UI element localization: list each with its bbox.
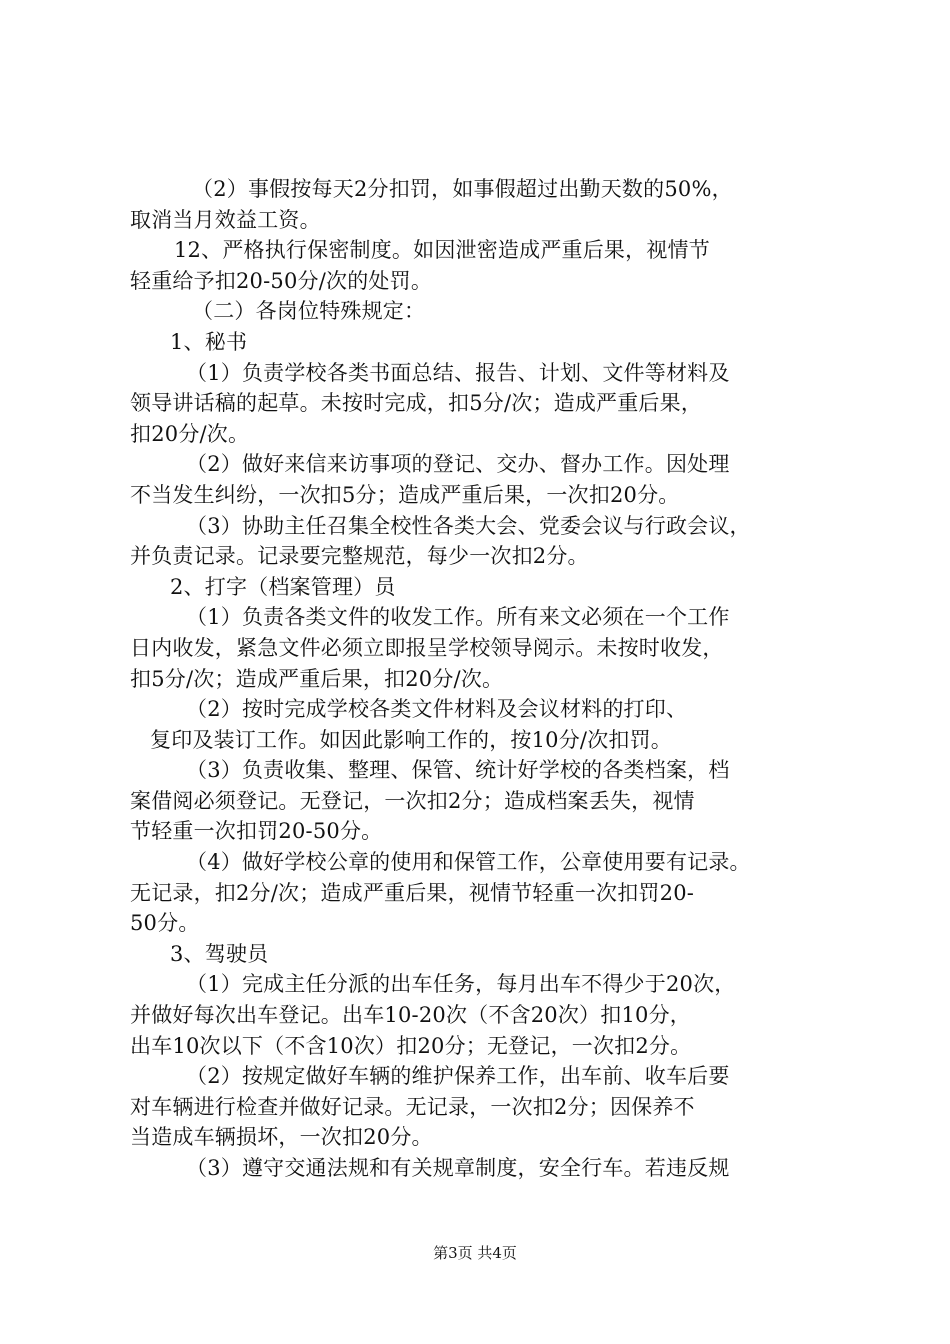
text-line: （2）事假按每天2分扣罚，如事假超过出勤天数的50%， [192,177,733,201]
text-line: （2）按时完成学校各类文件材料及会议材料的打印、 [186,697,688,722]
text-line: （1）完成主任分派的出车任务，每月出车不得少于20次， [186,972,736,997]
text-line: （3）负责收集、整理、保管、统计好学校的各类档案，档 [186,758,730,783]
text-line: 50分。 [130,911,200,936]
text-line: （1）负责各类文件的收发工作。所有来文必须在一个工作 [186,605,730,630]
text-line: 复印及装订工作。如因此影响工作的，按10分/次扣罚。 [150,727,672,752]
text-line: 当造成车辆损坏，一次扣20分。 [130,1125,433,1150]
text-line: （3）遵守交通法规和有关规章制度，安全行车。若违反规 [186,1156,730,1180]
text-line: 出车10次以下（不含10次）扣20分；无登记，一次扣2分。 [130,1033,692,1058]
text-line: 12、严格执行保密制度。如因泄密造成严重后果，视情节 [174,238,710,263]
text-line: 日内收发，紧急文件必须立即报呈学校领导阅示。未按时收发， [130,635,724,660]
text-line: 无记录，扣2分/次；造成严重后果，视情节轻重一次扣罚20- [130,880,695,905]
text-line: 节轻重一次扣罚20-50分。 [130,819,383,844]
text-line: 领导讲话稿的起草。未按时完成，扣5分/次；造成严重后果， [130,391,703,416]
subsection-heading: 2、打字（档案管理）员 [170,574,396,599]
text-line: 案借阅必须登记。无登记，一次扣2分；造成档案丢失，视情 [130,788,695,813]
document-body [130,174,830,1184]
text-line: （2）按规定做好车辆的维护保养工作，出车前、收车后要 [186,1064,730,1089]
text-line: 扣5分/次；造成严重后果，扣20分/次。 [130,666,504,691]
text-line: 对车辆进行检查并做好记录。无记录，一次扣2分；因保养不 [130,1094,695,1119]
text-line: （4）做好学校公章的使用和保管工作，公章使用要有记录。 [186,850,751,875]
page-number-footer: 第3页 共4页 [433,1244,517,1262]
section-heading: （二）各岗位特殊规定： [192,299,426,324]
subsection-heading: 1、秘书 [170,329,248,354]
text-line: （2）做好来信来访事项的登记、交办、督办工作。因处理 [186,452,730,477]
text-line: （1）负责学校各类书面总结、报告、计划、文件等材料及 [186,360,730,385]
text-line: 取消当月效益工资。 [130,207,321,232]
text-line: 并做好每次出车登记。出车10-20次（不含20次）扣10分， [130,1003,691,1028]
text-line: 不当发生纠纷，一次扣5分；造成严重后果，一次扣20分。 [130,482,680,507]
text-line: 并负责记录。记录要完整规范，每少一次扣2分。 [130,544,589,569]
text-line: 轻重给予扣20-50分/次的处罚。 [130,268,433,293]
subsection-heading: 3、驾驶员 [170,941,269,966]
text-line: （3）协助主任召集全校性各类大会、党委会议与行政会议， [186,513,751,538]
text-line: 扣20分/次。 [130,421,250,446]
